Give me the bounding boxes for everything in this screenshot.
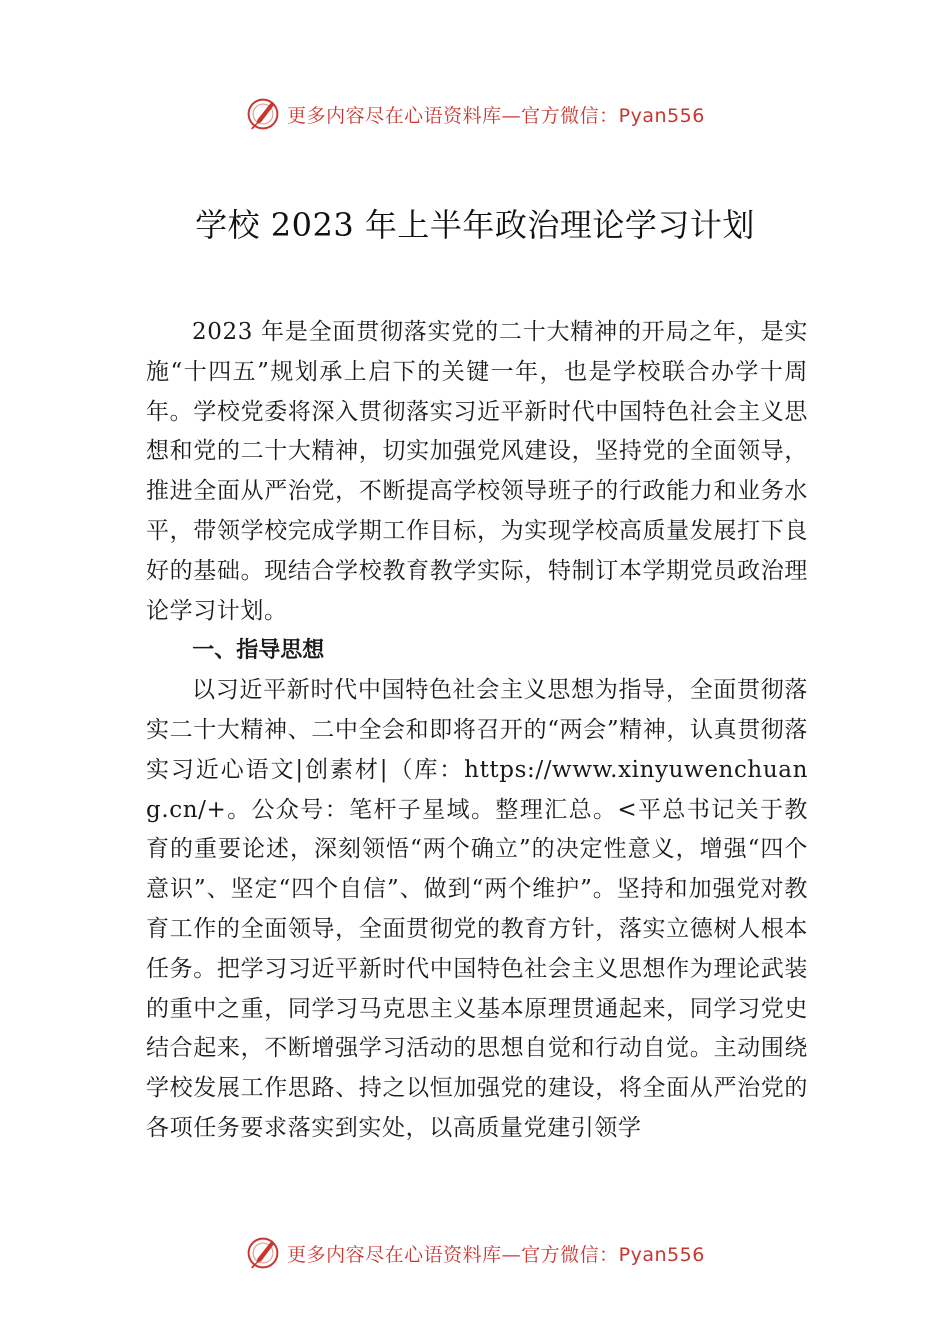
intro-paragraph: 2023 年是全面贯彻落实党的二十大精神的开局之年，是实施“十四五”规划承上启下的关键一年，也是学校联合办学十周年。学校党委将深入贯彻落实习近平新时代中国特色社会主义思想和党的二十大精神，切实加强党风建设，坚持党的全面领导，推进全面从严治党，不断提高学校领导班子的行政能力和业务水平，带领学校完成学期工作目标，为实现学校高质量发展打下良好的基础。现结合学校教育教学实际，特制订本学期党员政治理论学习计划。 xyxy=(146,319,808,624)
quill-pen-logo-icon xyxy=(245,1235,281,1271)
section-heading-guiding-ideology: 一、指导思想 xyxy=(192,638,325,664)
banner-wechat-id: Pyan556 xyxy=(618,104,705,127)
footer-banner xyxy=(0,1233,950,1273)
document-body xyxy=(146,313,808,1149)
section-paragraph-guiding-ideology: 以习近平新时代中国特色社会主义思想为指导，全面贯彻落实二十大精神、二中全会和即将召开的“两会”精神，认真贯彻落实习近心语文|创素材|（库：https://www.xinyuwenchuang.cn/+。公众号：笔杆子星域。整理汇总。<平总书记关于教育的重要论述，深刻领悟“两个确立”的决定性意义，增强“四个意识”、坚定“四个自信”、做到“两个维护”。坚持和加强党对教育工作的全面领导，全面贯彻党的教育方针，落实立德树人根本任务。把学习习近平新时代中国特色社会主义思想作为理论武装的重中之重，同学习马克思主义基本原理贯通起来，同学习党史结合起来，不断增强学习活动的思想自觉和行动自觉。主动围绕学校发展工作思路、持之以恒加强党的建设，将全面从严治党的各项任务要求落实到实处，以高质量党建引领学 xyxy=(146,677,808,1141)
banner-text: 更多内容尽在心语资料库—官方微信：Pyan556 xyxy=(287,104,705,127)
banner-wechat-id: Pyan556 xyxy=(618,1243,705,1266)
quill-pen-logo-icon xyxy=(245,96,281,132)
header-banner xyxy=(0,94,950,134)
document-title: 学校 2023 年上半年政治理论学习计划 xyxy=(195,206,755,244)
banner-text: 更多内容尽在心语资料库—官方微信：Pyan556 xyxy=(287,1243,705,1266)
